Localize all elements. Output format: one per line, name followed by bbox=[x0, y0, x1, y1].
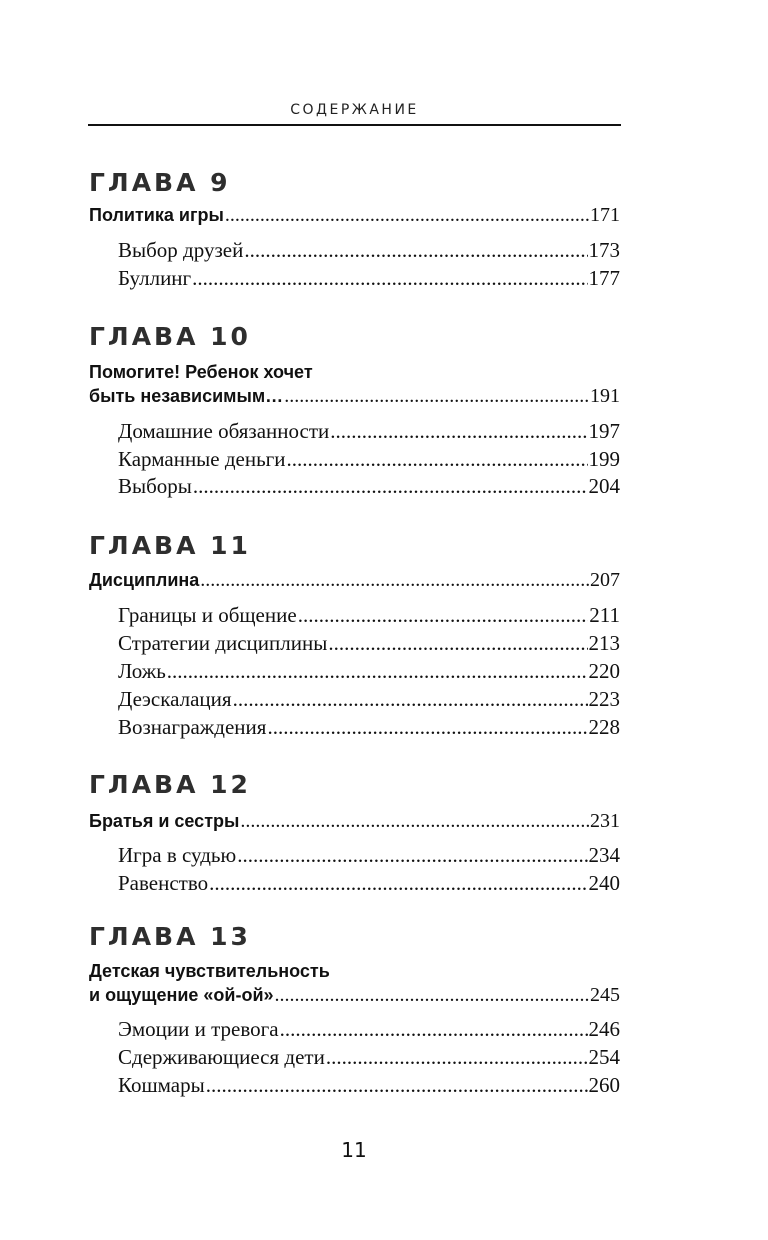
dot-leader bbox=[330, 419, 587, 443]
entry-label: Вознаграждения bbox=[118, 715, 267, 739]
page-number: 173 bbox=[588, 238, 620, 262]
page-number: 191 bbox=[590, 385, 620, 407]
page-number: 223 bbox=[588, 687, 620, 711]
toc-sub-entry[interactable] bbox=[118, 715, 620, 739]
dot-leader bbox=[244, 238, 587, 262]
page-number: 234 bbox=[588, 843, 620, 867]
toc-sub-entry[interactable] bbox=[118, 843, 620, 867]
toc-main-entry-line1: Помогите! Ребенок хочет bbox=[89, 362, 313, 382]
toc-main-entry[interactable] bbox=[89, 385, 620, 407]
toc-main-entry[interactable] bbox=[89, 810, 620, 832]
page-number: 207 bbox=[590, 569, 620, 591]
entry-label: Братья и сестры bbox=[89, 811, 240, 831]
page-number: 231 bbox=[590, 810, 620, 832]
dot-leader bbox=[167, 659, 588, 683]
toc-sub-entry[interactable] bbox=[118, 871, 620, 895]
dot-leader bbox=[237, 843, 587, 867]
entry-label: Буллинг bbox=[118, 266, 192, 290]
page-number: 220 bbox=[588, 659, 620, 683]
toc-sub-entry[interactable] bbox=[118, 1017, 620, 1041]
dot-leader bbox=[287, 447, 588, 471]
toc-sub-entry[interactable] bbox=[118, 687, 620, 711]
entry-label: Ложь bbox=[118, 659, 166, 683]
entry-label: Выбор друзей bbox=[118, 238, 244, 262]
dot-leader bbox=[233, 687, 588, 711]
toc-sub-entry[interactable] bbox=[118, 266, 620, 290]
page-number: 254 bbox=[588, 1045, 620, 1069]
page-number: 204 bbox=[588, 474, 620, 498]
dot-leader bbox=[193, 474, 588, 498]
entry-label: быть независимым… bbox=[89, 386, 284, 406]
page-number: 211 bbox=[589, 603, 620, 627]
toc-sub-entry[interactable] bbox=[118, 603, 620, 627]
dot-leader bbox=[326, 1045, 588, 1069]
entry-label: Сдерживающиеся дети bbox=[118, 1045, 325, 1069]
page-number: 213 bbox=[588, 631, 620, 655]
toc-sub-entry[interactable] bbox=[118, 419, 620, 443]
page-number: 177 bbox=[588, 266, 620, 290]
page-number: 228 bbox=[588, 715, 620, 739]
entry-label: Дисциплина bbox=[89, 570, 200, 590]
toc-sub-entry[interactable] bbox=[118, 474, 620, 498]
toc-sub-entry[interactable] bbox=[118, 631, 620, 655]
entry-label: Игра в судью bbox=[118, 843, 237, 867]
page-number: 199 bbox=[588, 447, 620, 471]
entry-label: Границы и общение bbox=[118, 603, 297, 627]
dot-leader bbox=[240, 810, 589, 832]
dot-leader bbox=[200, 569, 589, 591]
chapter-title: ГЛАВА 12 bbox=[89, 770, 251, 799]
chapter-title: ГЛАВА 9 bbox=[89, 168, 231, 197]
chapter-title: ГЛАВА 11 bbox=[89, 531, 251, 560]
chapter-title: ГЛАВА 13 bbox=[89, 922, 251, 951]
entry-label: Кошмары bbox=[118, 1073, 205, 1097]
entry-label: Равенство bbox=[118, 871, 209, 895]
page-number: 240 bbox=[588, 871, 620, 895]
page-number: 245 bbox=[590, 984, 620, 1006]
toc-sub-entry[interactable] bbox=[118, 659, 620, 683]
dot-leader bbox=[225, 204, 589, 226]
dot-leader bbox=[298, 603, 589, 627]
toc-sub-entry[interactable] bbox=[118, 447, 620, 471]
toc-sub-entry[interactable] bbox=[118, 238, 620, 262]
toc-main-entry-line1: Детская чувствительность bbox=[89, 961, 330, 981]
entry-label: Политика игры bbox=[89, 205, 224, 225]
header-rule bbox=[88, 124, 621, 126]
entry-label: Выборы bbox=[118, 474, 192, 498]
entry-label: Карманные деньги bbox=[118, 447, 286, 471]
entry-label: Домашние обязанности bbox=[118, 419, 330, 443]
chapter-title: ГЛАВА 10 bbox=[89, 322, 251, 351]
dot-leader bbox=[206, 1073, 588, 1097]
dot-leader bbox=[280, 1017, 588, 1041]
entry-label: Эмоции и тревога bbox=[118, 1017, 279, 1041]
toc-sub-entry[interactable] bbox=[118, 1073, 620, 1097]
page-number: 197 bbox=[588, 419, 620, 443]
page-folio: 11 bbox=[341, 1138, 367, 1162]
dot-leader bbox=[284, 385, 589, 407]
page-number: 246 bbox=[588, 1017, 620, 1041]
toc-main-entry[interactable] bbox=[89, 984, 620, 1006]
dot-leader bbox=[275, 984, 589, 1006]
dot-leader bbox=[209, 871, 587, 895]
toc-sub-entry[interactable] bbox=[118, 1045, 620, 1069]
entry-label: Деэскалация bbox=[118, 687, 232, 711]
dot-leader bbox=[192, 266, 587, 290]
dot-leader bbox=[267, 715, 587, 739]
entry-label: Стратегии дисциплины bbox=[118, 631, 328, 655]
dot-leader bbox=[328, 631, 587, 655]
running-head: СОДЕРЖАНИЕ bbox=[290, 102, 419, 118]
toc-main-entry[interactable] bbox=[89, 204, 620, 226]
entry-label: и ощущение «ой-ой» bbox=[89, 985, 274, 1005]
toc-main-entry[interactable] bbox=[89, 569, 620, 591]
page-number: 171 bbox=[590, 204, 620, 226]
page-number: 260 bbox=[588, 1073, 620, 1097]
